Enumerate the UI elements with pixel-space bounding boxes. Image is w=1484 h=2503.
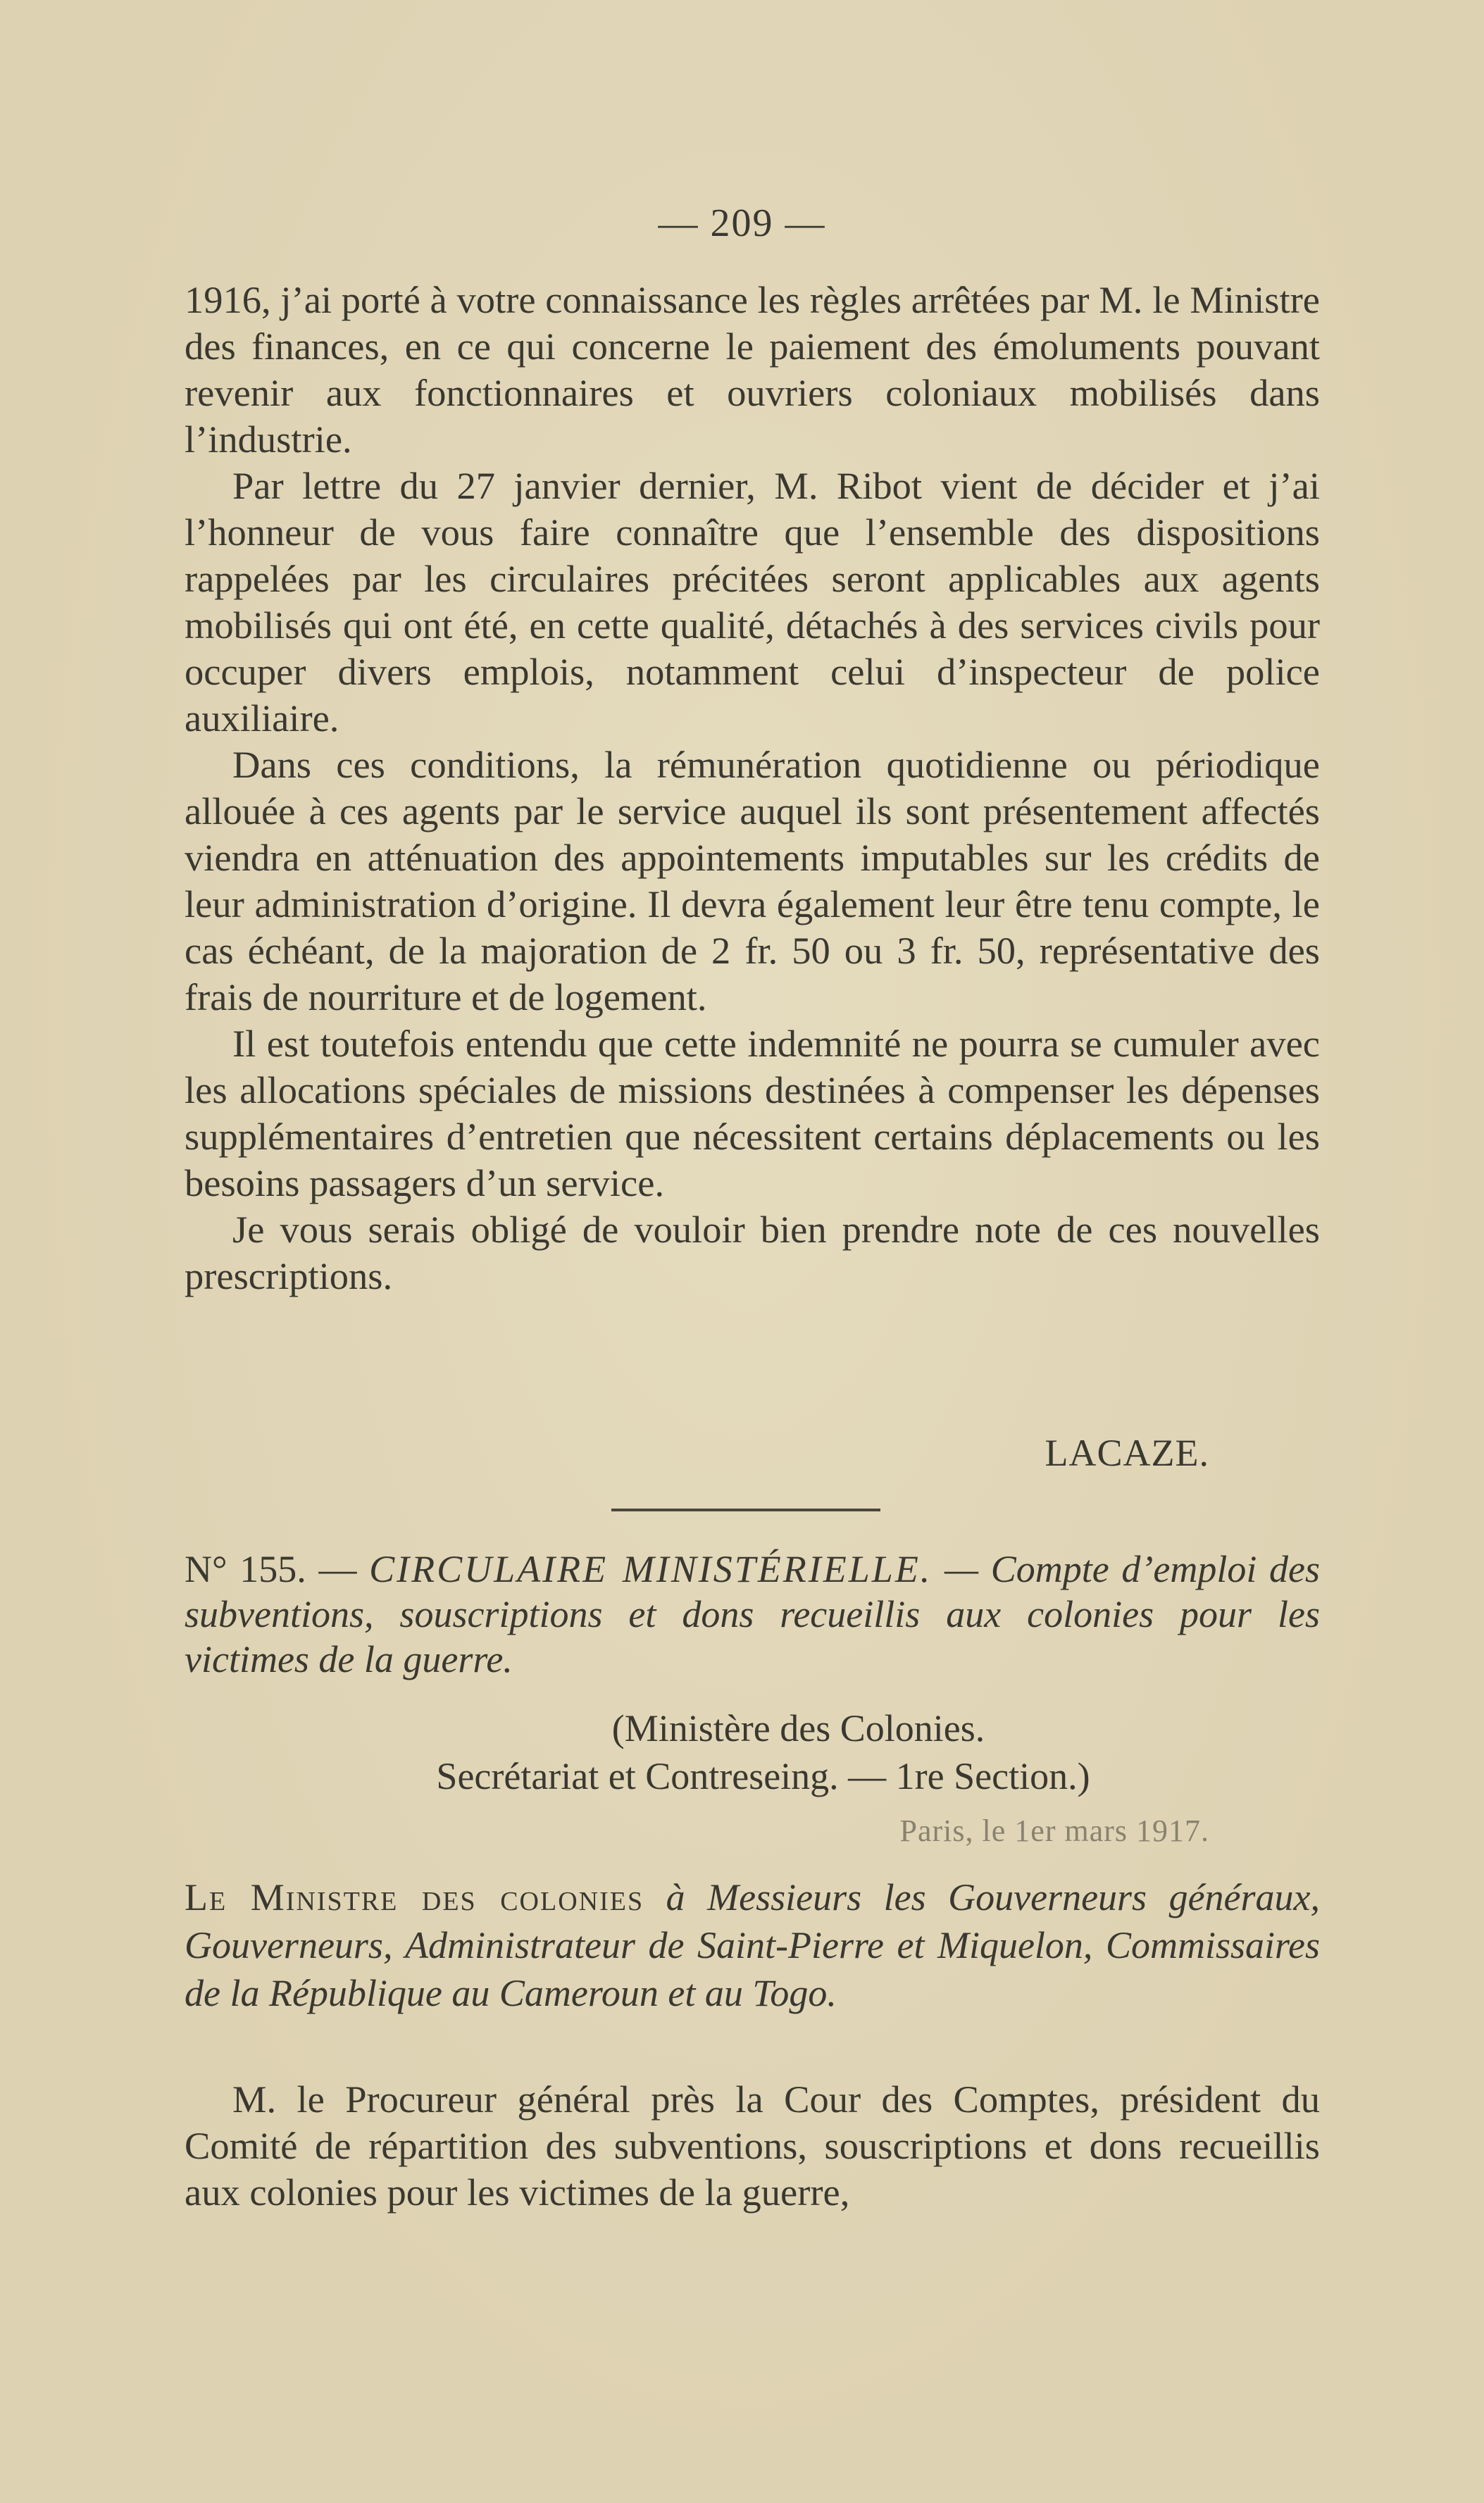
sender: Le Ministre des colonies — [185, 1876, 644, 1918]
paragraph-4: Il est toutefois entendu que cette indemnité ne pourra se cumuler avec les allocations spéciales de missions destinées à compenser les dépenses supplémentaires d’entretien que nécessitent certains déplacements ou les besoins passagers d’un service. — [185, 1022, 1320, 1204]
recipients: à Messieurs les Gouverneurs généraux, Gouverneurs, Administrateur de Saint-Pierre et Miquelon, Commissaires de la République au Cameroun et au Togo. — [185, 1876, 1320, 2014]
ministry-block — [0, 1704, 1484, 1800]
address-block — [185, 1873, 1320, 2017]
date-line: Paris, le 1er mars 1917. — [899, 1814, 1209, 1848]
ministry-section: Secrétariat et Contreseing. — 1re Section.) — [436, 1755, 1090, 1797]
circular-heading — [185, 1547, 1320, 1682]
ministry-name: (Ministère des Colonies. — [611, 1707, 985, 1749]
section-divider — [611, 1509, 880, 1511]
circular-kind: CIRCULAIRE MINISTÉRIELLE. — [369, 1548, 933, 1590]
final-paragraph: M. le Procureur général près la Cour des Comptes, président du Comité de répartition des subventions, souscriptions et dons recueillis aux colonies pour les victimes de la guerre, — [185, 2078, 1320, 2214]
page-number: — 209 — — [658, 201, 826, 245]
circular-title: — Compte d’emploi des subventions, souscriptions et dons recueillis aux colonies pour les victimes de la guerre. — [185, 1548, 1320, 1680]
signature: LACAZE. — [1045, 1432, 1209, 1474]
paragraph-1: 1916, j’ai porté à votre connaissance les règles arrêtées par M. le Ministre des finances, en ce qui concerne le paiement des émoluments pouvant revenir aux fonctionnaires et ouvriers coloniaux mobilisés dans l’industrie. — [185, 278, 1320, 461]
paragraph-5: Je vous serais obligé de vouloir bien prendre note de ces nouvelles prescriptions. — [185, 1208, 1320, 1297]
circular-number: N° 155. — — [185, 1548, 357, 1590]
circular-body — [185, 277, 1320, 1299]
paragraph-2: Par lettre du 27 janvier dernier, M. Ribot vient de décider et j’ai l’honneur de vous faire connaître que l’ensemble des dispositions rappelées par les circulaires précitées seront applicables aux agents mobilisés qui ont été, en cette qualité, détachés à des services civils pour occuper divers emplois, notamment celui d’inspecteur de police auxiliaire. — [185, 464, 1320, 739]
paragraph-3: Dans ces conditions, la rémunération quotidienne ou périodique allouée à ces agents par le service auquel ils sont présentement affectés viendra en atténuation des appointements imputables sur les crédits de leur administration d’origine. Il devra également leur être tenu compte, le cas échéant, de la majoration de 2 fr. 50 ou 3 fr. 50, représentative des frais de nourriture et de logement. — [185, 743, 1320, 1018]
